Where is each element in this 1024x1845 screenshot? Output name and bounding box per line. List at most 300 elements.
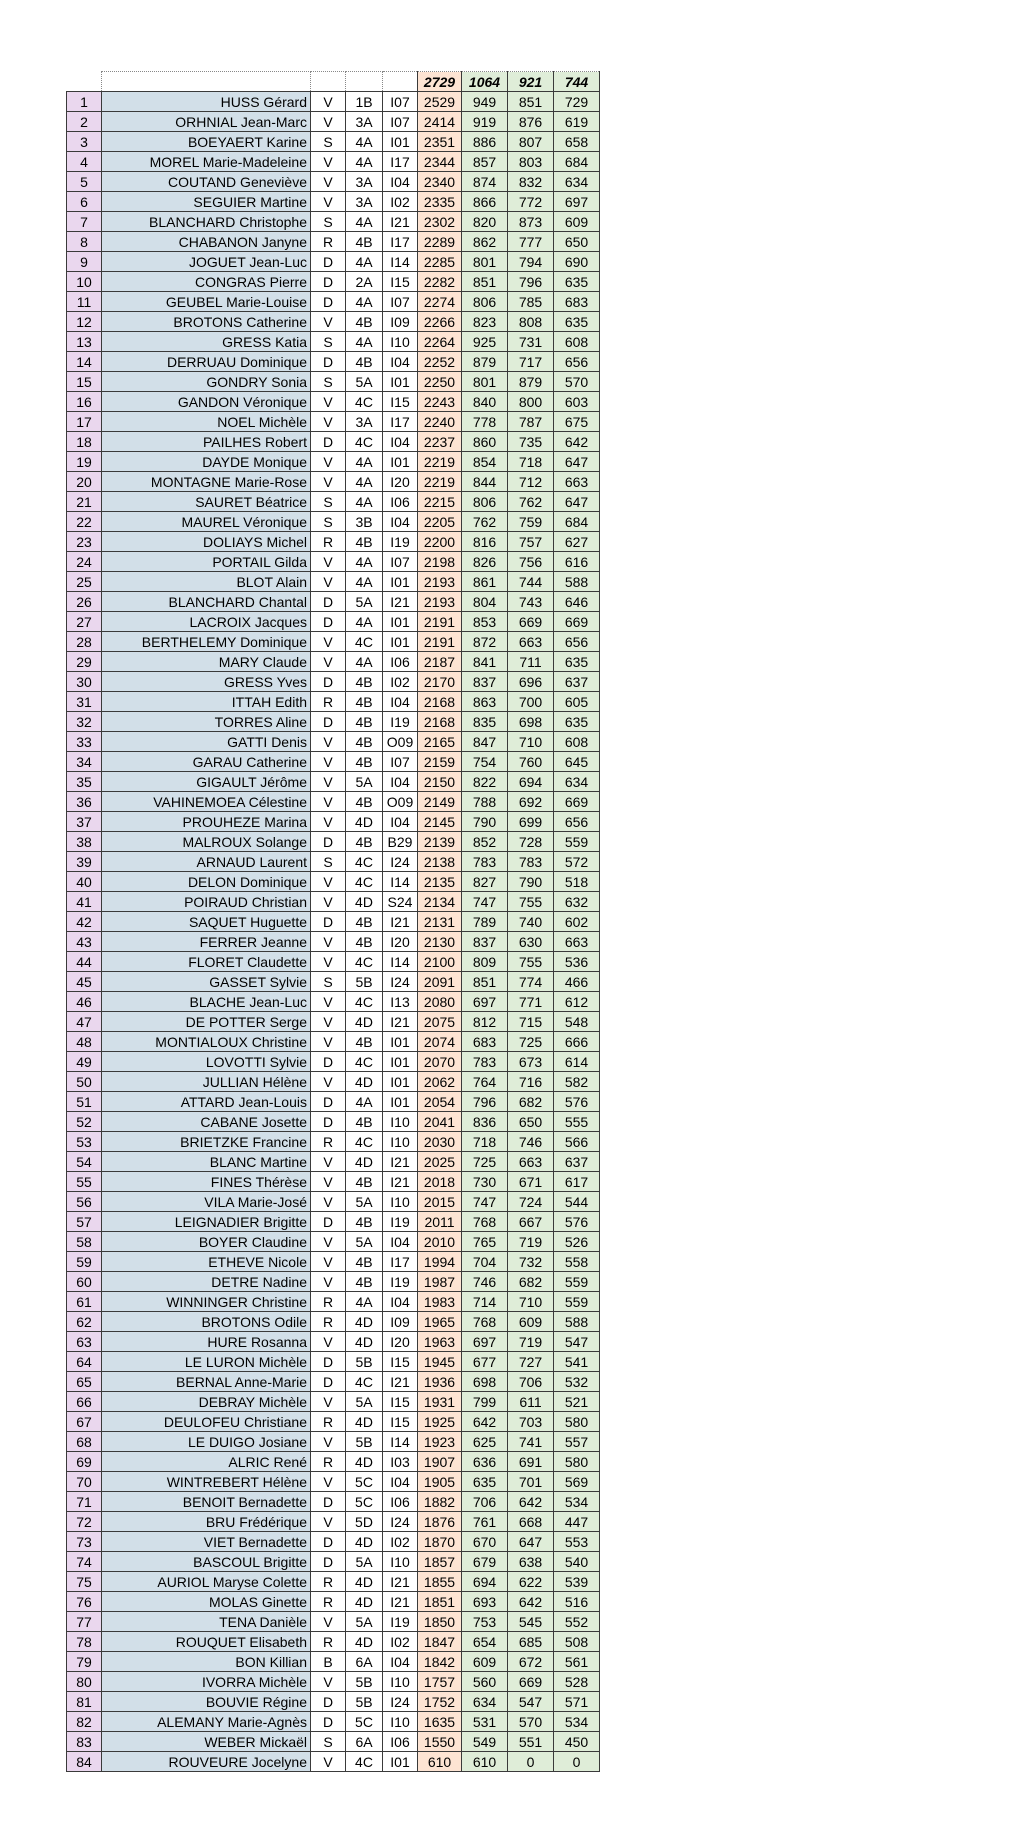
score3-cell: 656 <box>554 352 600 372</box>
score1-cell: 670 <box>462 1532 508 1552</box>
name-cell: BLANC Martine <box>102 1152 311 1172</box>
category-cell: V <box>311 472 346 492</box>
series-cell: 4C <box>346 1052 383 1072</box>
total-cell: 1870 <box>418 1532 462 1552</box>
score1-cell: 625 <box>462 1432 508 1452</box>
club-cell: I21 <box>383 912 418 932</box>
table-row <box>67 1292 600 1312</box>
club-cell: O09 <box>383 792 418 812</box>
series-cell: 4A <box>346 1292 383 1312</box>
total-cell: 2134 <box>418 892 462 912</box>
rank-cell: 33 <box>67 732 102 752</box>
rank-cell: 74 <box>67 1552 102 1572</box>
club-cell: I15 <box>383 272 418 292</box>
name-cell: PROUHEZE Marina <box>102 812 311 832</box>
total-cell: 2529 <box>418 92 462 112</box>
category-cell: R <box>311 692 346 712</box>
score3-cell: 559 <box>554 832 600 852</box>
name-cell: BLANCHARD Chantal <box>102 592 311 612</box>
club-cell: I19 <box>383 532 418 552</box>
series-cell: 4D <box>346 1012 383 1032</box>
score3-cell: 635 <box>554 712 600 732</box>
rank-cell: 46 <box>67 992 102 1012</box>
score3-cell: 534 <box>554 1712 600 1732</box>
club-cell: I01 <box>383 572 418 592</box>
score1-cell: 862 <box>462 232 508 252</box>
score3-cell: 617 <box>554 1172 600 1192</box>
total-cell: 2243 <box>418 392 462 412</box>
score1-cell: 635 <box>462 1472 508 1492</box>
series-cell: 5A <box>346 1232 383 1252</box>
table-row <box>67 972 600 992</box>
table-row <box>67 1412 600 1432</box>
total-cell: 2187 <box>418 652 462 672</box>
category-cell: S <box>311 212 346 232</box>
rank-cell: 77 <box>67 1612 102 1632</box>
name-cell: ROUVEURE Jocelyne <box>102 1752 311 1772</box>
table-row <box>67 1512 600 1532</box>
total-cell: 2252 <box>418 352 462 372</box>
category-cell: V <box>311 112 346 132</box>
name-cell: BASCOUL Brigitte <box>102 1552 311 1572</box>
total-cell: 2030 <box>418 1132 462 1152</box>
score1-cell: 783 <box>462 1052 508 1072</box>
table-row <box>67 312 600 332</box>
rank-cell: 54 <box>67 1152 102 1172</box>
score2-cell: 711 <box>508 652 554 672</box>
score2-cell: 699 <box>508 812 554 832</box>
series-cell: 5C <box>346 1712 383 1732</box>
series-cell: 4B <box>346 232 383 252</box>
score3-cell: 647 <box>554 452 600 472</box>
score2-cell: 717 <box>508 352 554 372</box>
score3-cell: 729 <box>554 92 600 112</box>
rank-cell: 2 <box>67 112 102 132</box>
score2-cell: 757 <box>508 532 554 552</box>
club-cell: I24 <box>383 1692 418 1712</box>
total-cell: 2139 <box>418 832 462 852</box>
table-row <box>67 952 600 972</box>
total-cell: 2193 <box>418 572 462 592</box>
score3-cell: 656 <box>554 632 600 652</box>
name-cell: DE POTTER Serge <box>102 1012 311 1032</box>
table-row <box>67 612 600 632</box>
name-cell: BON Killian <box>102 1652 311 1672</box>
table-body <box>67 92 600 1772</box>
rank-cell: 66 <box>67 1392 102 1412</box>
total-cell: 1925 <box>418 1412 462 1432</box>
name-cell: BOYER Claudine <box>102 1232 311 1252</box>
table-row <box>67 92 600 112</box>
table-row <box>67 632 600 652</box>
score3-cell: 447 <box>554 1512 600 1532</box>
total-cell: 1931 <box>418 1392 462 1412</box>
club-cell: I10 <box>383 1192 418 1212</box>
score3-cell: 466 <box>554 972 600 992</box>
table-row <box>67 712 600 732</box>
total-cell: 2205 <box>418 512 462 532</box>
score2-cell: 794 <box>508 252 554 272</box>
category-cell: D <box>311 1052 346 1072</box>
score2-cell: 760 <box>508 752 554 772</box>
total-cell: 2011 <box>418 1212 462 1232</box>
total-cell: 2018 <box>418 1172 462 1192</box>
rank-cell: 43 <box>67 932 102 952</box>
total-cell: 2351 <box>418 132 462 152</box>
total-cell: 1907 <box>418 1452 462 1472</box>
score3-cell: 675 <box>554 412 600 432</box>
name-cell: DEULOFEU Christiane <box>102 1412 311 1432</box>
score1-cell: 636 <box>462 1452 508 1472</box>
rank-cell: 67 <box>67 1412 102 1432</box>
header-score2-cell: 921 <box>508 72 554 92</box>
score1-cell: 560 <box>462 1672 508 1692</box>
score1-cell: 531 <box>462 1712 508 1732</box>
name-cell: DELON Dominique <box>102 872 311 892</box>
series-cell: 5D <box>346 1512 383 1532</box>
table-row <box>67 872 600 892</box>
series-cell: 4A <box>346 152 383 172</box>
total-cell: 2274 <box>418 292 462 312</box>
series-cell: 4D <box>346 1072 383 1092</box>
score3-cell: 609 <box>554 212 600 232</box>
category-cell: D <box>311 272 346 292</box>
name-cell: MONTAGNE Marie-Rose <box>102 472 311 492</box>
score1-cell: 837 <box>462 672 508 692</box>
results-table <box>66 71 600 1772</box>
score2-cell: 667 <box>508 1212 554 1232</box>
score3-cell: 558 <box>554 1252 600 1272</box>
category-cell: V <box>311 772 346 792</box>
score2-cell: 710 <box>508 1292 554 1312</box>
rank-cell: 27 <box>67 612 102 632</box>
score2-cell: 755 <box>508 952 554 972</box>
score3-cell: 684 <box>554 512 600 532</box>
category-cell: V <box>311 1172 346 1192</box>
club-cell: I20 <box>383 932 418 952</box>
club-cell: I13 <box>383 992 418 1012</box>
score3-cell: 669 <box>554 792 600 812</box>
score2-cell: 808 <box>508 312 554 332</box>
table-row <box>67 272 600 292</box>
score2-cell: 545 <box>508 1612 554 1632</box>
rank-cell: 70 <box>67 1472 102 1492</box>
name-cell: CHABANON Janyne <box>102 232 311 252</box>
category-cell: V <box>311 152 346 172</box>
name-cell: LEIGNADIER Brigitte <box>102 1212 311 1232</box>
name-cell: MOLAS Ginette <box>102 1592 311 1612</box>
rank-cell: 65 <box>67 1372 102 1392</box>
name-cell: DERRUAU Dominique <box>102 352 311 372</box>
club-cell: I01 <box>383 1032 418 1052</box>
score3-cell: 663 <box>554 472 600 492</box>
category-cell: R <box>311 232 346 252</box>
table-row <box>67 1692 600 1712</box>
club-cell: I02 <box>383 192 418 212</box>
category-cell: V <box>311 1392 346 1412</box>
club-cell: I19 <box>383 1612 418 1632</box>
score3-cell: 552 <box>554 1612 600 1632</box>
total-cell: 1994 <box>418 1252 462 1272</box>
score2-cell: 785 <box>508 292 554 312</box>
total-cell: 2200 <box>418 532 462 552</box>
name-cell: SAQUET Huguette <box>102 912 311 932</box>
table-row <box>67 832 600 852</box>
table-row <box>67 912 600 932</box>
series-cell: 5C <box>346 1492 383 1512</box>
score2-cell: 715 <box>508 1012 554 1032</box>
table-row <box>67 792 600 812</box>
rank-cell: 7 <box>67 212 102 232</box>
score3-cell: 656 <box>554 812 600 832</box>
category-cell: V <box>311 792 346 812</box>
total-cell: 2145 <box>418 812 462 832</box>
name-cell: GEUBEL Marie-Louise <box>102 292 311 312</box>
table-row <box>67 1432 600 1452</box>
table-row <box>67 1632 600 1652</box>
total-cell: 2335 <box>418 192 462 212</box>
series-cell: 4A <box>346 292 383 312</box>
category-cell: V <box>311 872 346 892</box>
score3-cell: 588 <box>554 572 600 592</box>
club-cell: I21 <box>383 1152 418 1172</box>
score3-cell: 508 <box>554 1632 600 1652</box>
rank-cell: 23 <box>67 532 102 552</box>
score1-cell: 677 <box>462 1352 508 1372</box>
score3-cell: 570 <box>554 372 600 392</box>
series-cell: 4D <box>346 1152 383 1172</box>
score1-cell: 799 <box>462 1392 508 1412</box>
table-row <box>67 772 600 792</box>
score2-cell: 622 <box>508 1572 554 1592</box>
club-cell: I02 <box>383 672 418 692</box>
score3-cell: 548 <box>554 1012 600 1032</box>
category-cell: S <box>311 492 346 512</box>
table-row <box>67 1172 600 1192</box>
score3-cell: 580 <box>554 1412 600 1432</box>
category-cell: V <box>311 1612 346 1632</box>
category-cell: V <box>311 452 346 472</box>
category-cell: V <box>311 992 346 1012</box>
score3-cell: 526 <box>554 1232 600 1252</box>
table-row <box>67 372 600 392</box>
table-row <box>67 1552 600 1572</box>
series-cell: 5A <box>346 1392 383 1412</box>
table-row <box>67 1752 600 1772</box>
name-cell: BLACHE Jean-Luc <box>102 992 311 1012</box>
rank-cell: 12 <box>67 312 102 332</box>
name-cell: ROUQUET Elisabeth <box>102 1632 311 1652</box>
total-cell: 1842 <box>418 1652 462 1672</box>
name-cell: ORHNIAL Jean-Marc <box>102 112 311 132</box>
club-cell: I01 <box>383 1092 418 1112</box>
series-cell: 4B <box>346 1252 383 1272</box>
club-cell: S24 <box>383 892 418 912</box>
score1-cell: 812 <box>462 1012 508 1032</box>
rank-cell: 16 <box>67 392 102 412</box>
total-cell: 1936 <box>418 1372 462 1392</box>
club-cell: O09 <box>383 732 418 752</box>
club-cell: I01 <box>383 452 418 472</box>
series-cell: 1B <box>346 92 383 112</box>
score1-cell: 634 <box>462 1692 508 1712</box>
score2-cell: 746 <box>508 1132 554 1152</box>
rank-cell: 13 <box>67 332 102 352</box>
club-cell: I21 <box>383 592 418 612</box>
score3-cell: 569 <box>554 1472 600 1492</box>
total-cell: 1757 <box>418 1672 462 1692</box>
club-cell: I07 <box>383 752 418 772</box>
header-row <box>67 72 600 92</box>
name-cell: BRIETZKE Francine <box>102 1132 311 1152</box>
series-cell: 4D <box>346 1312 383 1332</box>
category-cell: R <box>311 1312 346 1332</box>
category-cell: V <box>311 1192 346 1212</box>
score1-cell: 790 <box>462 812 508 832</box>
category-cell: D <box>311 1532 346 1552</box>
score1-cell: 753 <box>462 1612 508 1632</box>
score2-cell: 663 <box>508 1152 554 1172</box>
rank-cell: 8 <box>67 232 102 252</box>
score1-cell: 768 <box>462 1212 508 1232</box>
score3-cell: 553 <box>554 1532 600 1552</box>
score3-cell: 580 <box>554 1452 600 1472</box>
score1-cell: 949 <box>462 92 508 112</box>
total-cell: 2130 <box>418 932 462 952</box>
score2-cell: 732 <box>508 1252 554 1272</box>
category-cell: R <box>311 1412 346 1432</box>
series-cell: 4A <box>346 472 383 492</box>
table-row <box>67 1212 600 1232</box>
table-row <box>67 392 600 412</box>
category-cell: V <box>311 652 346 672</box>
table-row <box>67 1712 600 1732</box>
series-cell: 4A <box>346 332 383 352</box>
score2-cell: 692 <box>508 792 554 812</box>
club-cell: I01 <box>383 1052 418 1072</box>
score1-cell: 764 <box>462 1072 508 1092</box>
table-row <box>67 252 600 272</box>
series-cell: 4A <box>346 452 383 472</box>
total-cell: 2193 <box>418 592 462 612</box>
table-row <box>67 1332 600 1352</box>
rank-cell: 24 <box>67 552 102 572</box>
table-row <box>67 1192 600 1212</box>
score2-cell: 669 <box>508 612 554 632</box>
score1-cell: 835 <box>462 712 508 732</box>
score3-cell: 576 <box>554 1092 600 1112</box>
score1-cell: 860 <box>462 432 508 452</box>
category-cell: V <box>311 1432 346 1452</box>
score3-cell: 534 <box>554 1492 600 1512</box>
name-cell: ALEMANY Marie-Agnès <box>102 1712 311 1732</box>
score3-cell: 555 <box>554 1112 600 1132</box>
table-row <box>67 932 600 952</box>
category-cell: R <box>311 1292 346 1312</box>
total-cell: 2168 <box>418 692 462 712</box>
table-row <box>67 152 600 172</box>
total-cell: 2070 <box>418 1052 462 1072</box>
total-cell: 2170 <box>418 672 462 692</box>
score3-cell: 588 <box>554 1312 600 1332</box>
score2-cell: 851 <box>508 92 554 112</box>
total-cell: 2344 <box>418 152 462 172</box>
club-cell: I02 <box>383 1632 418 1652</box>
score2-cell: 712 <box>508 472 554 492</box>
rank-cell: 49 <box>67 1052 102 1072</box>
score3-cell: 544 <box>554 1192 600 1212</box>
category-cell: D <box>311 1212 346 1232</box>
name-cell: MARY Claude <box>102 652 311 672</box>
score1-cell: 610 <box>462 1752 508 1772</box>
score1-cell: 714 <box>462 1292 508 1312</box>
name-cell: JOGUET Jean-Luc <box>102 252 311 272</box>
score1-cell: 754 <box>462 752 508 772</box>
club-cell: I19 <box>383 712 418 732</box>
total-cell: 2237 <box>418 432 462 452</box>
name-cell: MOREL Marie-Madeleine <box>102 152 311 172</box>
total-cell: 2091 <box>418 972 462 992</box>
category-cell: R <box>311 1452 346 1472</box>
club-cell: I21 <box>383 1572 418 1592</box>
series-cell: 4B <box>346 352 383 372</box>
rank-cell: 57 <box>67 1212 102 1232</box>
name-cell: ITTAH Edith <box>102 692 311 712</box>
total-cell: 2191 <box>418 612 462 632</box>
score3-cell: 627 <box>554 532 600 552</box>
category-cell: V <box>311 172 346 192</box>
table-row <box>67 192 600 212</box>
name-cell: IVORRA Michèle <box>102 1672 311 1692</box>
table-row <box>67 1012 600 1032</box>
name-cell: VILA Marie-José <box>102 1192 311 1212</box>
total-cell: 2149 <box>418 792 462 812</box>
score1-cell: 609 <box>462 1652 508 1672</box>
rank-cell: 80 <box>67 1672 102 1692</box>
table-row <box>67 672 600 692</box>
club-cell: I10 <box>383 1552 418 1572</box>
rank-cell: 36 <box>67 792 102 812</box>
club-cell: I03 <box>383 1452 418 1472</box>
club-cell: I06 <box>383 1492 418 1512</box>
table-row <box>67 452 600 472</box>
score1-cell: 718 <box>462 1132 508 1152</box>
table-row <box>67 572 600 592</box>
total-cell: 2025 <box>418 1152 462 1172</box>
total-cell: 2266 <box>418 312 462 332</box>
header-name-cell <box>102 72 311 92</box>
rank-cell: 17 <box>67 412 102 432</box>
category-cell: D <box>311 1352 346 1372</box>
club-cell: I14 <box>383 1432 418 1452</box>
score1-cell: 854 <box>462 452 508 472</box>
table-row <box>67 1392 600 1412</box>
category-cell: R <box>311 532 346 552</box>
total-cell: 1635 <box>418 1712 462 1732</box>
category-cell: S <box>311 972 346 992</box>
score1-cell: 874 <box>462 172 508 192</box>
club-cell: I19 <box>383 1272 418 1292</box>
club-cell: I04 <box>383 772 418 792</box>
score2-cell: 696 <box>508 672 554 692</box>
name-cell: GASSET Sylvie <box>102 972 311 992</box>
score2-cell: 796 <box>508 272 554 292</box>
score3-cell: 669 <box>554 612 600 632</box>
score3-cell: 528 <box>554 1672 600 1692</box>
club-cell: B29 <box>383 832 418 852</box>
category-cell: S <box>311 852 346 872</box>
category-cell: V <box>311 1252 346 1272</box>
